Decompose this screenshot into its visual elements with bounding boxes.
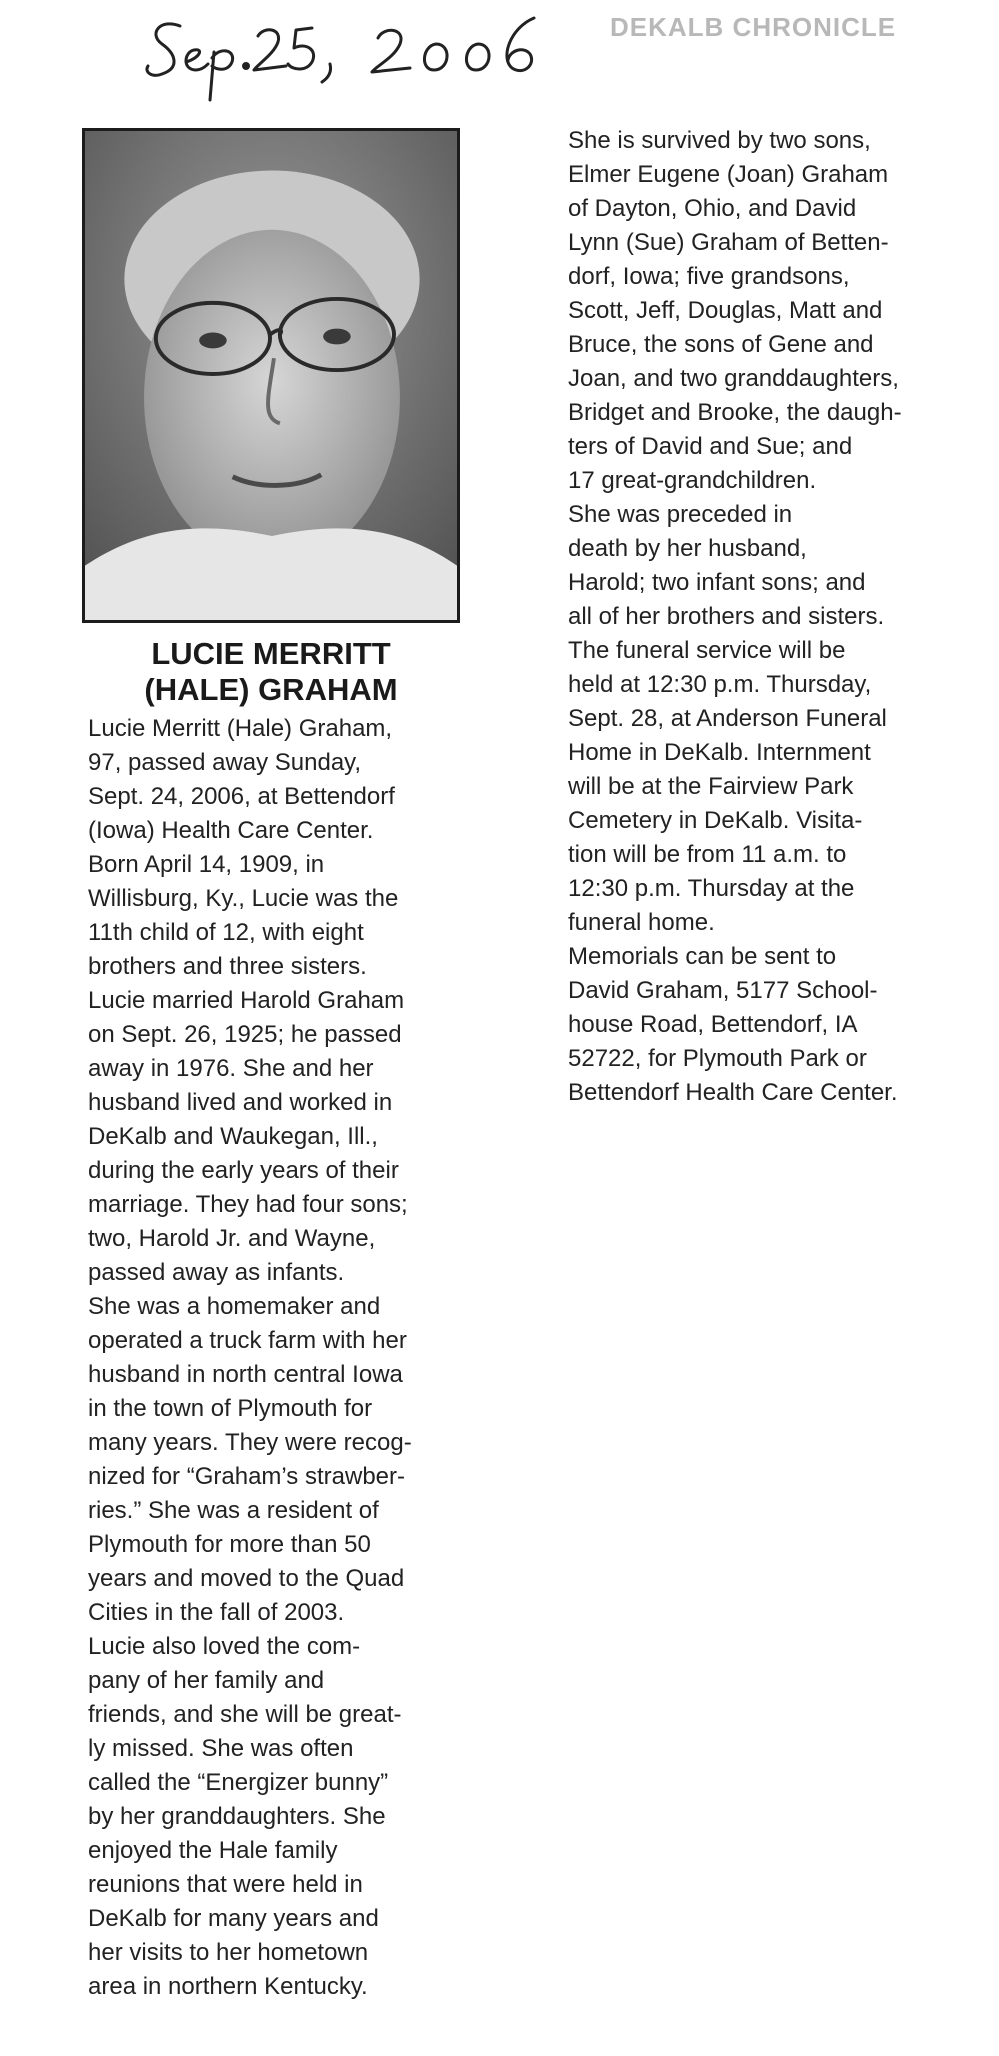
text-line: 97, passed away Sunday,	[88, 749, 362, 776]
text-line: Lucie Merritt (Hale) Graham,	[88, 715, 393, 742]
text-line: ries.” She was a resident of	[88, 1497, 379, 1524]
paragraph	[540, 124, 920, 498]
paragraph	[540, 940, 920, 1110]
text-line: Scott, Jeff, Douglas, Matt and	[568, 297, 883, 324]
paragraph	[60, 848, 460, 1290]
text-line: husband lived and worked in	[88, 1089, 393, 1116]
text-line: called the “Energizer bunny”	[88, 1769, 389, 1796]
text-line: Harold; two infant sons; and	[568, 569, 866, 596]
text-line: pany of her family and	[88, 1667, 325, 1694]
text-line: funeral home.	[568, 909, 715, 936]
text-line: house Road, Bettendorf, IA	[568, 1011, 858, 1038]
headline-line-1: LUCIE MERRITT	[151, 636, 391, 671]
text-line: friends, and she will be great-	[88, 1701, 402, 1728]
text-line: David Graham, 5177 School-	[568, 977, 878, 1004]
text-line: (Iowa) Health Care Center.	[88, 817, 374, 844]
text-line: nized for “Graham’s strawber-	[88, 1463, 405, 1490]
text-line: ly missed. She was often	[88, 1735, 354, 1762]
text-line: will be at the Fairview Park	[568, 773, 854, 800]
text-line: Home in DeKalb. Internment	[568, 739, 871, 766]
text-line: Bridget and Brooke, the daugh-	[568, 399, 902, 426]
text-line: area in northern Kentucky.	[88, 1973, 368, 2000]
text-line: Cemetery in DeKalb. Visita-	[568, 807, 863, 834]
text-line: in the town of Plymouth for	[88, 1395, 373, 1422]
text-line: two, Harold Jr. and Wayne,	[88, 1225, 376, 1252]
text-line: Memorials can be sent to	[568, 943, 837, 970]
text-line: Plymouth for more than 50	[88, 1531, 371, 1558]
text-line: reunions that were held in	[88, 1871, 363, 1898]
paragraph	[540, 498, 920, 634]
text-line: Lucie married Harold Graham	[88, 987, 405, 1014]
paragraph	[60, 1630, 460, 2004]
text-line: DeKalb and Waukegan, Ill.,	[88, 1123, 378, 1150]
newspaper-masthead: DEKALB CHRONICLE	[610, 12, 897, 42]
text-line: DeKalb for many years and	[88, 1905, 379, 1932]
text-line: She was preceded in	[568, 501, 793, 528]
paragraph	[60, 1290, 460, 1630]
text-line: operated a truck farm with her	[88, 1327, 407, 1354]
text-line: Cities in the fall of 2003.	[88, 1599, 345, 1626]
text-line: Lucie also loved the com-	[88, 1633, 361, 1660]
text-line: of Dayton, Ohio, and David	[568, 195, 857, 222]
text-line: 11th child of 12, with eight	[88, 919, 364, 946]
text-line: Born April 14, 1909, in	[88, 851, 325, 878]
text-line: all of her brothers and sisters.	[568, 603, 885, 630]
text-line: 12:30 p.m. Thursday at the	[568, 875, 855, 902]
text-line: Elmer Eugene (Joan) Graham	[568, 161, 889, 188]
text-line: brothers and three sisters.	[88, 953, 367, 980]
text-line: marriage. They had four sons;	[88, 1191, 408, 1218]
text-line: Willisburg, Ky., Lucie was the	[88, 885, 399, 912]
handwritten-date-signature	[140, 8, 600, 104]
paragraph	[60, 712, 460, 848]
text-line: 17 great-grandchildren.	[568, 467, 817, 494]
text-line: dorf, Iowa; five grandsons,	[568, 263, 850, 290]
text-line: held at 12:30 p.m. Thursday,	[568, 671, 872, 698]
text-line: The funeral service will be	[568, 637, 846, 664]
text-line: She was a homemaker and	[88, 1293, 381, 1320]
right-column	[540, 124, 920, 1110]
text-line: on Sept. 26, 1925; he passed	[88, 1021, 402, 1048]
paragraph	[540, 634, 920, 940]
text-line: many years. They were recog-	[88, 1429, 412, 1456]
text-line: during the early years of their	[88, 1157, 399, 1184]
handwritten-date	[140, 8, 600, 104]
text-line: Bettendorf Health Care Center.	[568, 1079, 898, 1106]
portrait-photo	[82, 128, 460, 623]
text-line: Joan, and two granddaughters,	[568, 365, 899, 392]
headline-line-2: (HALE) GRAHAM	[144, 672, 398, 707]
text-line: her visits to her hometown	[88, 1939, 369, 1966]
text-line: away in 1976. She and her	[88, 1055, 374, 1082]
text-line: husband in north central Iowa	[88, 1361, 403, 1388]
text-line: ters of David and Sue; and	[568, 433, 853, 460]
text-line: death by her husband,	[568, 535, 807, 562]
text-line: passed away as infants.	[88, 1259, 345, 1286]
text-line: Lynn (Sue) Graham of Betten-	[568, 229, 889, 256]
text-line: Sept. 24, 2006, at Bettendorf	[88, 783, 395, 810]
left-column	[60, 712, 460, 2004]
text-line: 52722, for Plymouth Park or	[568, 1045, 867, 1072]
text-line: She is survived by two sons,	[568, 127, 871, 154]
text-line: by her granddaughters. She	[88, 1803, 386, 1830]
text-line: Bruce, the sons of Gene and	[568, 331, 874, 358]
text-line: tion will be from 11 a.m. to	[568, 841, 847, 868]
obituary-headline	[82, 636, 460, 708]
text-line: Sept. 28, at Anderson Funeral	[568, 705, 887, 732]
text-line: enjoyed the Hale family	[88, 1837, 338, 1864]
text-line: years and moved to the Quad	[88, 1565, 405, 1592]
